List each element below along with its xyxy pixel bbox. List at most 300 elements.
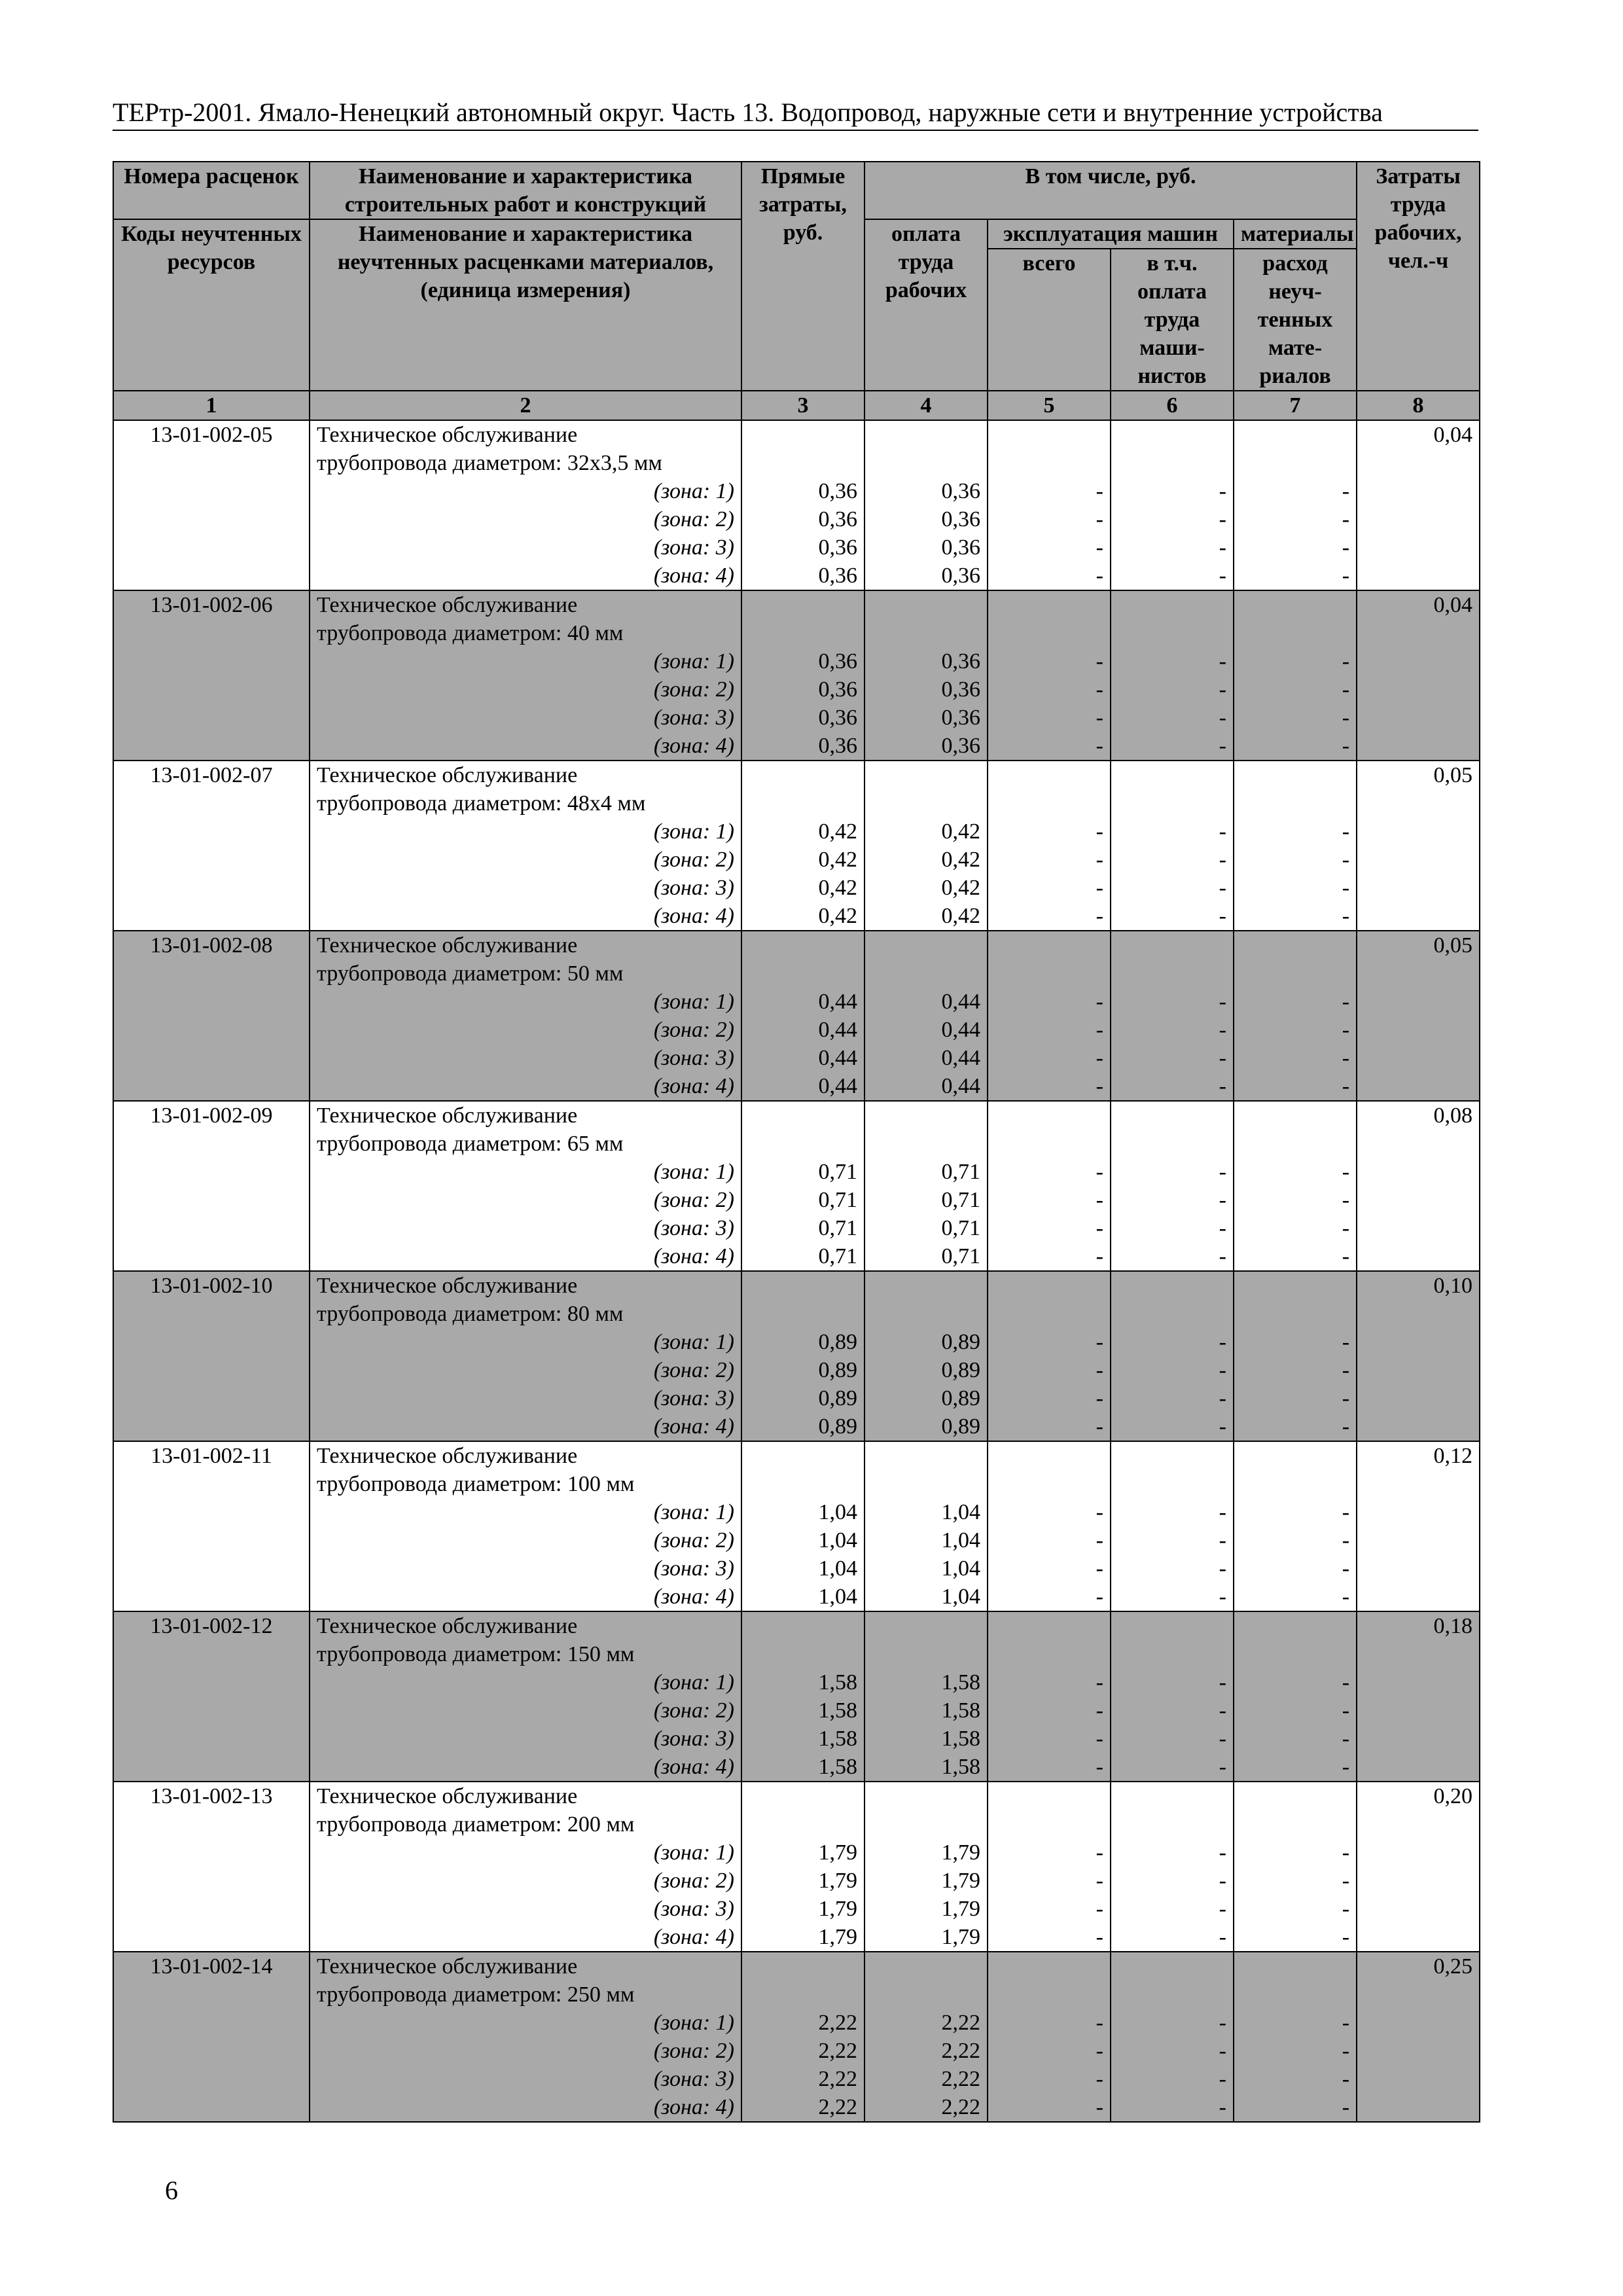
dash-value: - [1342, 1556, 1350, 1581]
dash-value: - [1096, 2039, 1103, 2063]
rate-name-cell [310, 590, 741, 761]
spacer [872, 1272, 980, 1328]
spacer [995, 761, 1103, 817]
dash-value: - [1219, 1556, 1226, 1581]
labor-cost-cell [865, 1441, 988, 1611]
labor-hours-value: 0,05 [1433, 933, 1473, 958]
zone-label: (зона: 4) [653, 1414, 734, 1439]
zone-label: (зона: 2) [653, 507, 734, 531]
materials-cell [1234, 1952, 1357, 2122]
col7-header: расход неуч-тенных мате-риалов [1234, 249, 1357, 391]
dash-value: - [1342, 1074, 1350, 1098]
dash-value: - [1096, 1216, 1103, 1240]
dash-value: - [1219, 1244, 1226, 1268]
labor-cost-value: 0,89 [941, 1330, 980, 1354]
dash-value: - [1096, 1840, 1103, 1865]
labor-cost-value: 0,89 [941, 1358, 980, 1382]
dash-value: - [1342, 1386, 1350, 1410]
zone-label: (зона: 3) [653, 706, 734, 730]
dash-value: - [1096, 1727, 1103, 1751]
dash-value: - [1219, 564, 1226, 588]
spacer [1241, 1952, 1349, 2009]
dash-value: - [1096, 1670, 1103, 1695]
dash-value: - [1342, 1160, 1350, 1184]
labor-hours-cell [1357, 590, 1480, 761]
dash-value: - [1219, 848, 1226, 872]
zone-label: (зона: 2) [653, 1698, 734, 1723]
labor-cost-value: 0,36 [941, 706, 980, 730]
rate-name-line1: Техническое обслуживание [317, 1784, 578, 1808]
rate-name-cell [310, 1952, 741, 2122]
rate-code: 13-01-002-09 [150, 1103, 273, 1128]
direct-cost-value: 0,36 [818, 479, 857, 503]
rate-code-cell [113, 1782, 310, 1952]
direct-cost-value: 0,71 [818, 1160, 857, 1184]
rate-name-line1: Техническое обслуживание [317, 1274, 578, 1298]
dash-value: - [1342, 1330, 1350, 1354]
dash-value: - [1219, 1216, 1226, 1240]
spacer [872, 421, 980, 477]
dash-value: - [1096, 1925, 1103, 1949]
col-number: 2 [310, 391, 741, 420]
labor-cost-value: 1,58 [941, 1698, 980, 1723]
labor-cost-value: 0,36 [941, 564, 980, 588]
zone-label: (зона: 1) [653, 1160, 734, 1184]
direct-cost-value: 0,36 [818, 677, 857, 702]
dash-value: - [1342, 2067, 1350, 2091]
dash-value: - [1219, 1698, 1226, 1723]
dash-value: - [1342, 1869, 1350, 1893]
materials-cell [1234, 761, 1357, 931]
dash-value: - [1219, 507, 1226, 531]
direct-cost-value: 2,22 [818, 2039, 857, 2063]
dash-value: - [1219, 2039, 1226, 2063]
materials-cell [1234, 1101, 1357, 1271]
direct-cost-value: 0,36 [818, 706, 857, 730]
zone-label: (зона: 1) [653, 819, 734, 844]
rate-code: 13-01-002-12 [150, 1614, 273, 1638]
table-row [113, 931, 1480, 1101]
col-number: 3 [741, 391, 865, 420]
spacer [1241, 1782, 1349, 1839]
table-row [113, 1782, 1480, 1952]
dash-value: - [1096, 706, 1103, 730]
rate-name-line2: трубопровода диаметром: 40 мм [317, 621, 624, 645]
rate-code: 13-01-002-06 [150, 593, 273, 617]
machinist-labor-cell [1111, 1611, 1234, 1782]
labor-cost-value: 0,42 [941, 819, 980, 844]
spacer [872, 1612, 980, 1668]
zone-label: (зона: 3) [653, 876, 734, 900]
zone-label: (зона: 4) [653, 1074, 734, 1098]
dash-value: - [1219, 1727, 1226, 1751]
direct-cost-value: 1,79 [818, 1897, 857, 1921]
machinist-labor-cell [1111, 1101, 1234, 1271]
rate-code: 13-01-002-05 [150, 423, 273, 447]
labor-cost-value: 0,36 [941, 734, 980, 758]
labor-cost-value: 1,58 [941, 1670, 980, 1695]
dash-value: - [1219, 1500, 1226, 1524]
machines-total-cell [988, 590, 1111, 761]
zone-label: (зона: 2) [653, 1869, 734, 1893]
labor-cost-value: 0,36 [941, 677, 980, 702]
dash-value: - [1219, 904, 1226, 928]
dash-value: - [1342, 677, 1350, 702]
dash-value: - [1096, 2095, 1103, 2119]
labor-cost-value: 0,71 [941, 1188, 980, 1212]
dash-value: - [1096, 1869, 1103, 1893]
zone-label: (зона: 4) [653, 734, 734, 758]
zone-label: (зона: 3) [653, 1386, 734, 1410]
page-number: 6 [165, 2176, 178, 2205]
machinist-labor-cell [1111, 1441, 1234, 1611]
zone-label: (зона: 2) [653, 1358, 734, 1382]
dash-value: - [1096, 904, 1103, 928]
spacer [995, 931, 1103, 988]
dash-value: - [1342, 848, 1350, 872]
dash-value: - [1096, 876, 1103, 900]
zone-label: (зона: 1) [653, 479, 734, 503]
dash-value: - [1219, 1018, 1226, 1042]
labor-hours-value: 0,18 [1433, 1614, 1473, 1638]
dash-value: - [1342, 1358, 1350, 1382]
labor-cost-value: 0,71 [941, 1160, 980, 1184]
direct-cost-cell [741, 931, 865, 1101]
direct-cost-value: 2,22 [818, 2067, 857, 2091]
spacer [749, 761, 857, 817]
spacer [1118, 931, 1226, 988]
dash-value: - [1342, 1528, 1350, 1552]
dash-value: - [1096, 2011, 1103, 2035]
machines-total-cell [988, 1271, 1111, 1441]
rate-name-line1: Техническое обслуживание [317, 1954, 578, 1979]
spacer [749, 591, 857, 647]
dash-value: - [1219, 734, 1226, 758]
dash-value: - [1342, 479, 1350, 503]
labor-cost-value: 1,79 [941, 1897, 980, 1921]
spacer [872, 1952, 980, 2009]
dash-value: - [1219, 2095, 1226, 2119]
rate-code: 13-01-002-08 [150, 933, 273, 958]
spacer [1241, 761, 1349, 817]
dash-value: - [1342, 706, 1350, 730]
labor-hours-value: 0,12 [1433, 1444, 1473, 1468]
direct-cost-value: 1,04 [818, 1528, 857, 1552]
dash-value: - [1219, 1528, 1226, 1552]
spacer [1241, 591, 1349, 647]
machinist-labor-cell [1111, 420, 1234, 590]
direct-cost-value: 2,22 [818, 2011, 857, 2035]
rate-code-cell [113, 1611, 310, 1782]
dash-value: - [1219, 2011, 1226, 2035]
spacer [749, 1952, 857, 2009]
dash-value: - [1096, 819, 1103, 844]
dash-value: - [1096, 2067, 1103, 2091]
direct-cost-value: 0,44 [818, 990, 857, 1014]
zone-label: (зона: 3) [653, 1556, 734, 1581]
dash-value: - [1219, 1160, 1226, 1184]
materials-cell [1234, 1441, 1357, 1611]
rate-name-line2: трубопровода диаметром: 80 мм [317, 1302, 624, 1326]
labor-cost-cell [865, 931, 988, 1101]
table-row [113, 1271, 1480, 1441]
dash-value: - [1342, 990, 1350, 1014]
spacer [1118, 1272, 1226, 1328]
rate-name-line2: трубопровода диаметром: 100 мм [317, 1472, 635, 1496]
dash-value: - [1219, 1074, 1226, 1098]
spacer [1118, 1442, 1226, 1498]
dash-value: - [1342, 1216, 1350, 1240]
dash-value: - [1096, 677, 1103, 702]
dash-value: - [1219, 1358, 1226, 1382]
spacer [995, 591, 1103, 647]
direct-cost-value: 0,42 [818, 819, 857, 844]
labor-cost-value: 0,42 [941, 904, 980, 928]
dash-value: - [1219, 1386, 1226, 1410]
labor-hours-cell [1357, 1952, 1480, 2122]
dash-value: - [1342, 1244, 1350, 1268]
col-number: 1 [113, 391, 310, 420]
dash-value: - [1219, 2067, 1226, 2091]
dash-value: - [1096, 1018, 1103, 1042]
direct-cost-value: 1,04 [818, 1556, 857, 1581]
machines-total-cell [988, 420, 1111, 590]
zone-label: (зона: 1) [653, 649, 734, 673]
direct-cost-value: 0,36 [818, 535, 857, 560]
labor-cost-value: 1,58 [941, 1755, 980, 1779]
dash-value: - [1219, 1414, 1226, 1439]
machines-header: эксплуатация машин [988, 219, 1234, 249]
dash-value: - [1342, 2039, 1350, 2063]
spacer [872, 931, 980, 988]
dash-value: - [1096, 1386, 1103, 1410]
spacer [995, 1442, 1103, 1498]
table-row [113, 761, 1480, 931]
direct-cost-value: 0,36 [818, 564, 857, 588]
col-number: 7 [1234, 391, 1357, 420]
direct-cost-value: 1,79 [818, 1869, 857, 1893]
dash-value: - [1342, 2095, 1350, 2119]
rate-code: 13-01-002-10 [150, 1274, 273, 1298]
machines-total-cell [988, 931, 1111, 1101]
dash-value: - [1219, 479, 1226, 503]
machines-total-cell [988, 1441, 1111, 1611]
labor-cost-value: 2,22 [941, 2067, 980, 2091]
spacer [872, 1782, 980, 1839]
dash-value: - [1096, 848, 1103, 872]
spacer [1118, 1952, 1226, 2009]
spacer [1118, 1612, 1226, 1668]
machines-total-cell [988, 1952, 1111, 2122]
machines-total-cell [988, 761, 1111, 931]
labor-hours-value: 0,10 [1433, 1274, 1473, 1298]
labor-cost-value: 1,58 [941, 1727, 980, 1751]
rates-table [113, 161, 1480, 2123]
labor-hours-value: 0,08 [1433, 1103, 1473, 1128]
labor-cost-value: 2,22 [941, 2095, 980, 2119]
direct-cost-cell [741, 1101, 865, 1271]
dash-value: - [1096, 990, 1103, 1014]
rate-name-line2: трубопровода диаметром: 32x3,5 мм [317, 451, 662, 475]
rate-code-cell [113, 931, 310, 1101]
dash-value: - [1096, 1755, 1103, 1779]
dash-value: - [1096, 1074, 1103, 1098]
zone-label: (зона: 3) [653, 1216, 734, 1240]
zone-label: (зона: 1) [653, 1670, 734, 1695]
dash-value: - [1219, 1840, 1226, 1865]
direct-cost-value: 0,36 [818, 734, 857, 758]
dash-value: - [1219, 1188, 1226, 1212]
zone-label: (зона: 3) [653, 1046, 734, 1070]
rate-name-cell [310, 1441, 741, 1611]
labor-hours-cell [1357, 931, 1480, 1101]
dash-value: - [1096, 1046, 1103, 1070]
machinist-labor-cell [1111, 1782, 1234, 1952]
labor-cost-value: 2,22 [941, 2039, 980, 2063]
labor-cost-value: 0,89 [941, 1386, 980, 1410]
direct-cost-value: 1,58 [818, 1670, 857, 1695]
spacer [995, 1272, 1103, 1328]
dash-value: - [1342, 904, 1350, 928]
rate-code-cell [113, 1271, 310, 1441]
dash-value: - [1342, 1925, 1350, 1949]
labor-cost-value: 2,22 [941, 2011, 980, 2035]
spacer [749, 1612, 857, 1668]
zone-label: (зона: 2) [653, 1018, 734, 1042]
rate-name-line1: Техническое обслуживание [317, 1614, 578, 1638]
zone-label: (зона: 4) [653, 1244, 734, 1268]
col5-header: всего [988, 249, 1111, 391]
dash-value: - [1219, 1755, 1226, 1779]
spacer [995, 1782, 1103, 1839]
rate-code: 13-01-002-07 [150, 763, 273, 787]
spacer [995, 1612, 1103, 1668]
dash-value: - [1219, 677, 1226, 702]
col-number: 4 [865, 391, 988, 420]
dash-value: - [1342, 2011, 1350, 2035]
dash-value: - [1096, 1897, 1103, 1921]
zone-label: (зона: 1) [653, 990, 734, 1014]
zone-label: (зона: 4) [653, 1585, 734, 1609]
spacer [1241, 931, 1349, 988]
direct-cost-value: 2,22 [818, 2095, 857, 2119]
col2-header-top: Наименование и характеристика строительных работ и конструкций [310, 162, 741, 219]
rate-code-cell [113, 1101, 310, 1271]
direct-cost-cell [741, 1611, 865, 1782]
labor-hours-value: 0,20 [1433, 1784, 1473, 1808]
dash-value: - [1096, 535, 1103, 560]
rate-name-line2: трубопровода диаметром: 200 мм [317, 1812, 635, 1837]
dash-value: - [1096, 564, 1103, 588]
dash-value: - [1096, 1188, 1103, 1212]
labor-cost-cell [865, 1271, 988, 1441]
labor-hours-cell [1357, 1441, 1480, 1611]
dash-value: - [1342, 1840, 1350, 1865]
direct-cost-cell [741, 1271, 865, 1441]
spacer [749, 1102, 857, 1158]
labor-cost-value: 0,42 [941, 876, 980, 900]
table-row [113, 1441, 1480, 1611]
labor-cost-cell [865, 1101, 988, 1271]
direct-cost-cell [741, 1782, 865, 1952]
dash-value: - [1342, 1500, 1350, 1524]
col-number: 6 [1111, 391, 1234, 420]
dash-value: - [1219, 649, 1226, 673]
zone-label: (зона: 3) [653, 1897, 734, 1921]
rate-name-cell [310, 931, 741, 1101]
dash-value: - [1342, 649, 1350, 673]
spacer [1241, 1272, 1349, 1328]
rate-code: 13-01-002-14 [150, 1954, 273, 1979]
dash-value: - [1342, 1670, 1350, 1695]
direct-cost-value: 0,89 [818, 1358, 857, 1382]
spacer [1241, 1442, 1349, 1498]
labor-cost-cell [865, 1952, 988, 2122]
labor-cost-value: 1,04 [941, 1528, 980, 1552]
dash-value: - [1096, 649, 1103, 673]
direct-cost-value: 0,89 [818, 1414, 857, 1439]
labor-hours-value: 0,25 [1433, 1954, 1473, 1979]
materials-cell [1234, 1611, 1357, 1782]
dash-value: - [1096, 1330, 1103, 1354]
dash-value: - [1342, 1698, 1350, 1723]
direct-cost-cell [741, 1441, 865, 1611]
machinist-labor-cell [1111, 1952, 1234, 2122]
zone-label: (зона: 4) [653, 2095, 734, 2119]
rate-name-cell [310, 420, 741, 590]
machinist-labor-cell [1111, 590, 1234, 761]
labor-hours-cell [1357, 1611, 1480, 1782]
rate-code-cell [113, 1441, 310, 1611]
labor-hours-cell [1357, 420, 1480, 590]
labor-cost-cell [865, 420, 988, 590]
rate-name-cell [310, 1271, 741, 1441]
labor-hours-cell [1357, 1782, 1480, 1952]
rate-name-line1: Техническое обслуживание [317, 423, 578, 447]
rate-name-line2: трубопровода диаметром: 150 мм [317, 1642, 635, 1666]
rate-name-line2: трубопровода диаметром: 65 мм [317, 1132, 624, 1156]
dash-value: - [1096, 734, 1103, 758]
spacer [1118, 761, 1226, 817]
spacer [1118, 591, 1226, 647]
machinist-labor-cell [1111, 761, 1234, 931]
dash-value: - [1342, 1585, 1350, 1609]
table-row [113, 1611, 1480, 1782]
machinist-labor-cell [1111, 1271, 1234, 1441]
rate-name-cell [310, 761, 741, 931]
labor-hours-value: 0,05 [1433, 763, 1473, 787]
labor-cost-value: 0,71 [941, 1216, 980, 1240]
zone-label: (зона: 1) [653, 1330, 734, 1354]
spacer [995, 1102, 1103, 1158]
dash-value: - [1219, 819, 1226, 844]
machines-total-cell [988, 1101, 1111, 1271]
materials-cell [1234, 931, 1357, 1101]
dash-value: - [1342, 1414, 1350, 1439]
zone-label: (зона: 1) [653, 2011, 734, 2035]
labor-cost-value: 0,44 [941, 990, 980, 1014]
machines-total-cell [988, 1782, 1111, 1952]
labor-cost-cell [865, 1782, 988, 1952]
direct-cost-value: 1,79 [818, 1840, 857, 1865]
zone-label: (зона: 4) [653, 1755, 734, 1779]
spacer [1241, 1102, 1349, 1158]
zone-label: (зона: 3) [653, 2067, 734, 2091]
dash-value: - [1219, 1670, 1226, 1695]
rate-name-line1: Техническое обслуживание [317, 1444, 578, 1468]
labor-hours-cell [1357, 1101, 1480, 1271]
direct-cost-value: 0,44 [818, 1074, 857, 1098]
